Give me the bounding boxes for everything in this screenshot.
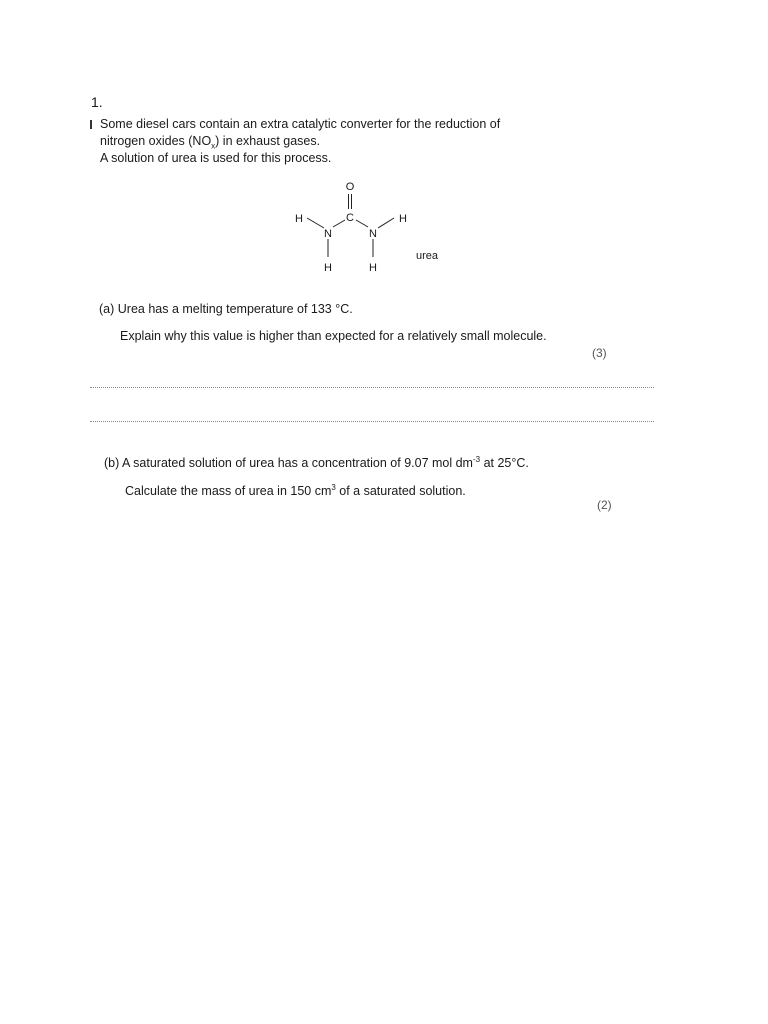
atom-h-bottom-left: H <box>324 262 332 274</box>
part-a-marks: (3) <box>592 346 607 360</box>
part-b-stem: (b) A saturated solution of urea has a concentration of 9.07 mol $dm^{-3}$ at 25°C. <box>104 455 529 471</box>
answer-line-2[interactable] <box>90 421 654 422</box>
n-h-top-left-bond <box>307 218 324 228</box>
c-n-right-bond <box>356 220 368 227</box>
atom-h-top-right: H <box>399 213 407 225</box>
c-n-left-bond <box>333 220 345 227</box>
part-b-marks: (2) <box>597 498 612 512</box>
atom-h-top-left: H <box>295 213 303 225</box>
intro-line-3: A solution of urea is used for this process. <box>100 151 332 165</box>
part-a-question: Explain why this value is higher than expected for a relatively small molecule. <box>120 329 547 343</box>
urea-structure <box>280 175 460 280</box>
atom-c: C <box>346 212 354 224</box>
question-number: 1. <box>91 94 103 110</box>
intro-line-2: nitrogen oxides $(NO_x)$ in exhaust gases. <box>100 134 321 151</box>
atom-o: O <box>345 181 355 193</box>
atom-n-right: N <box>369 228 377 240</box>
margin-marker <box>90 120 92 129</box>
structure-label: urea <box>416 250 439 262</box>
atom-h-bottom-right: H <box>369 262 377 274</box>
intro-line-1: Some diesel cars contain an extra catalytic converter for the reduction of <box>100 117 501 131</box>
atom-n-left: N <box>324 228 332 240</box>
part-a-stem: (a) Urea has a melting temperature of 133 °C. <box>99 302 353 316</box>
answer-line-1[interactable] <box>90 387 654 388</box>
part-b-question: Calculate the mass of urea in 150 $cm^3$ of a saturated solution. <box>125 483 466 499</box>
n-h-top-right-bond <box>378 218 394 228</box>
